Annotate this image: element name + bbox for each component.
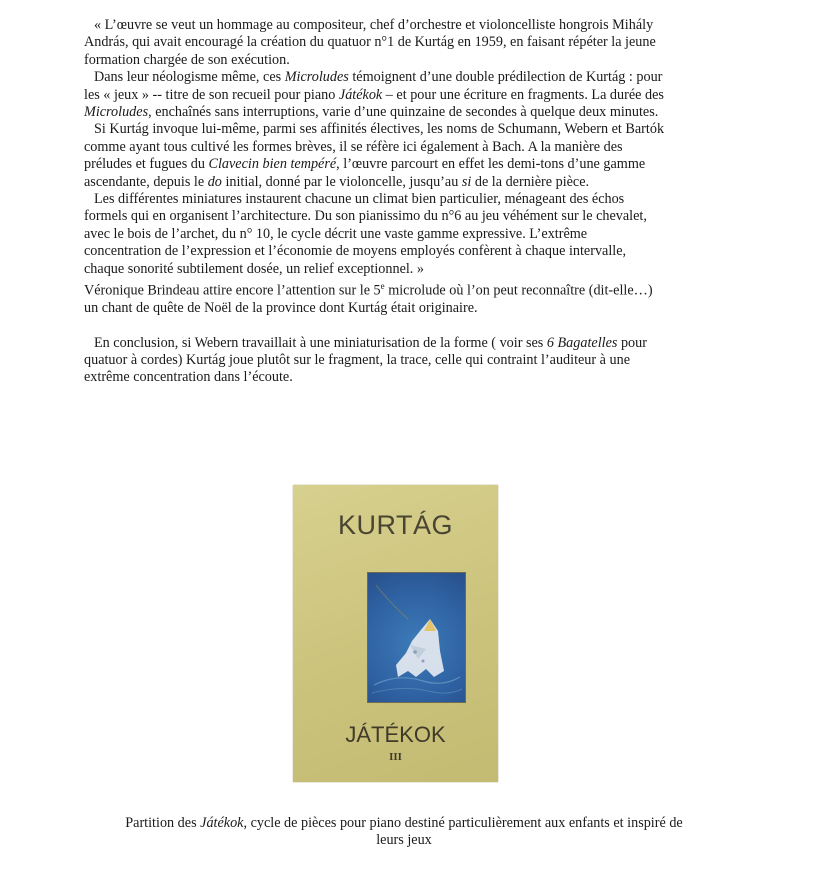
paragraph-microludes (84, 69, 724, 121)
emphasis: Microludes (84, 104, 149, 121)
text-line: les « jeux » -- titre de son recueil pour piano (84, 86, 339, 103)
text-line: comme ayant tous cultivé les formes brèves, il se réfère ici également à Bach. A la manière des (84, 138, 623, 155)
caption-emphasis: Játékok (200, 815, 244, 831)
emphasis: do (207, 173, 222, 190)
paragraph-miniatures (84, 191, 724, 278)
text-line: András, qui avait encouragé la création du quatuor n°1 de Kurtág en 1959, en faisant répéter la jeune (84, 34, 656, 51)
superscript: e (380, 281, 385, 292)
text-line: Dans leur néologisme même, ces (94, 69, 285, 86)
text-line: – et pour une écriture en fragments. La durée des (382, 86, 664, 103)
image-caption (84, 815, 724, 850)
score-cover-image (293, 485, 498, 782)
paragraph-quote-intro (84, 17, 724, 69)
text-line: quatuor à cordes) Kurtág joue plutôt sur le fragment, la trace, celle qui contraint l’auditeur à une (84, 352, 631, 369)
text-line: concentration de l’expression et l’économie de moyens employés confèrent à chaque intervalle, (84, 243, 627, 260)
text-line: En conclusion, si Webern travaillait à une miniaturisation de la forme ( voir ses (94, 334, 547, 351)
text-line: formation chargée de son exécution. (84, 51, 290, 68)
emphasis: Clavecin bien tempéré (208, 156, 337, 173)
text-line: , enchaînés sans interruptions, varie d’une quinzaine de secondes à quelque deux minutes. (148, 104, 659, 121)
text-line: témoignent d’une double prédilection de Kurtág : pour (348, 69, 663, 86)
cover-artwork (367, 572, 466, 703)
text-line: « L’œuvre se veut un hommage au compositeur, chef d’orchestre et violoncelliste hongrois Mihály (94, 17, 654, 33)
text-line: Véronique Brindeau attire encore l’attention sur le 5 (84, 282, 381, 299)
emphasis: 6 Bagatelles (546, 334, 618, 351)
paragraph-brindeau (84, 278, 724, 318)
caption-text: leurs jeux (376, 832, 432, 849)
emphasis: si (461, 173, 472, 190)
text-line: Si Kurtág invoque lui-même, parmi ses affinités électives, les noms de Schumann, Webern et Bartók (94, 121, 665, 138)
paragraph-affinities (84, 121, 724, 191)
text-line: avec le bois de l’archet, du n° 10, le cycle décrit une vaste gamme expressive. L’extrême (84, 225, 588, 242)
text-line: extrême concentration dans l’écoute. (84, 369, 293, 386)
caption-text: , cycle de pièces pour piano destiné particulièrement aux enfants et inspiré de (243, 815, 683, 831)
text-line: préludes et fugues du (84, 156, 209, 173)
text-line: microlude où l’on peut reconnaître (dit-elle…) (384, 282, 653, 299)
cover-volume: III (389, 751, 402, 763)
text-line: ascendante, depuis le (84, 173, 208, 190)
article-text (84, 17, 724, 387)
paragraph-conclusion (84, 335, 724, 387)
emphasis: Játékok (338, 86, 383, 103)
text-line: , l’œuvre parcourt en effet les demi-tons d’une gamme (336, 156, 646, 173)
text-line: de la dernière pièce. (471, 173, 590, 190)
text-line: Les différentes miniatures instaurent chacune un climat bien particulier, ménageant des échos (94, 191, 625, 208)
text-line: initial, donné par le violoncelle, jusqu’au (221, 173, 462, 190)
cover-artwork-drawing (368, 573, 465, 702)
text-line: un chant de quête de Noël de la province dont Kurtág était originaire. (84, 300, 478, 317)
cover-subtitle: JÁTÉKOK (345, 722, 446, 747)
cover-title: KURTÁG (337, 510, 454, 540)
text-line: formels qui en organisent l’architecture. Du son pianissimo du n°6 au jeu véhément sur le chevalet, (84, 208, 647, 225)
emphasis: Microludes (284, 69, 349, 86)
text-line: chaque sonorité subtilement dosée, un relief exceptionnel. » (84, 260, 424, 277)
text-line: pour (617, 334, 647, 351)
caption-text: Partition des (125, 815, 201, 831)
